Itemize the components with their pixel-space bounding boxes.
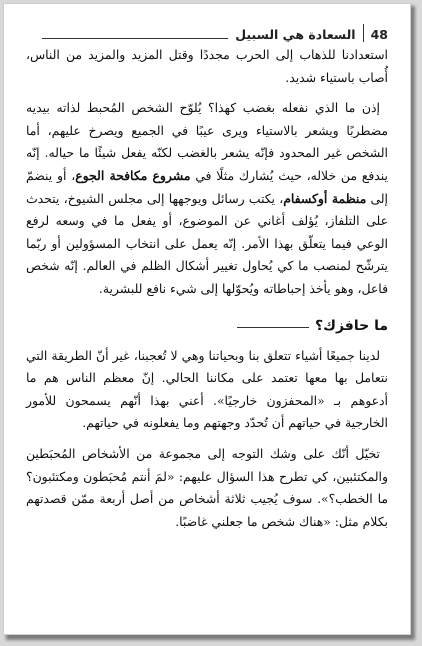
paragraph-2 <box>26 97 388 300</box>
section-heading <box>26 315 388 337</box>
text-run: إذن ما الذي نفعله بغضب كهذا؟ يُلوّح الشخص المُحبط لذاته بيديه مضطربًا ويشعر بالاستياء ويرى عيبًا في الجميع ويصرخ عليهم، أما الشخص غير المحدود فإنّه يشعر بالغضب لكنّه يفعل شيئًا ما حياله. إنّه يندفع من خلاله، حيث يُشارك مثلًا في <box>26 100 388 183</box>
text-run: لدينا جميعًا أشياء تتعلق بنا وبحياتنا وهي لا تُعجبنا، غير أنّ الطريقة التي نتعامل بها معها تعتمد على مكاننا الحالي. إنّ معظم الناس هم ما أدعوهم بـ «المحفزون خارجيًا». أعني بهذا أنّهم يسمحون للأمور الخارجية في حياتهم أن تُحدّد وجهتهم وما يفعلونه في حياتهم. <box>26 347 388 431</box>
text-run: ، أو ينضمّ إلى <box>26 167 388 206</box>
section-title-rule <box>237 327 309 328</box>
text-run: تخيّل أنّك على وشك التوجه إلى مجموعة من الأشخاص المُحبَطين والمكتئبين، كي تطرح هذا السؤال عليهم: «لمَ أنتم مُحبَطون ومكتئبون؟ ما الخطب؟». سوف يُجيب ثلاثة أشخاص من أصل أربعة ممّن قصدتهم بكلام مثل: «هناك شخص ما جعلني غاضبًا. <box>26 445 388 529</box>
header-separator <box>363 24 364 42</box>
body-text <box>26 44 388 533</box>
section-title: ما حافزك؟ <box>315 317 388 334</box>
text-run: ، يكتب رسائل ويوجهها إلى مجلس الشيوخ، يتحدث على التلفاز، يُؤلف أغاني عن الموضوع، أو يفعل ما في وسعه لرفع الوعي فيما يتعلّق بهذا الأمر. إنّه يعمل على انتخاب المسؤولين أو ربّما يترشّح لمنصب ما كي يُحاول تغيير أشكال الظلم في العالم. إنّه شخص فاعل، وهو يأخذ إحباطاته ويُحوّلها إلى شيء نافع للبشرية. <box>26 190 388 296</box>
book-page <box>3 3 411 635</box>
text-run: استعدادنا للذهاب إلى الحرب مجددًا وقتل المزيد والمزيد من الناس، أُصاب باستياء شديد. <box>26 47 388 85</box>
bold-phrase: منظمة أوكسفام <box>283 190 367 206</box>
bold-phrase: مشروع مكافحة الجوع <box>75 167 191 183</box>
paragraph-3 <box>26 345 388 435</box>
paragraph-1 <box>26 44 388 89</box>
page-number: 48 <box>370 27 388 42</box>
paragraph-4 <box>26 443 388 533</box>
running-header <box>42 20 388 42</box>
header-rule <box>42 38 228 39</box>
running-title: السعادة هي السبيل <box>235 27 356 42</box>
